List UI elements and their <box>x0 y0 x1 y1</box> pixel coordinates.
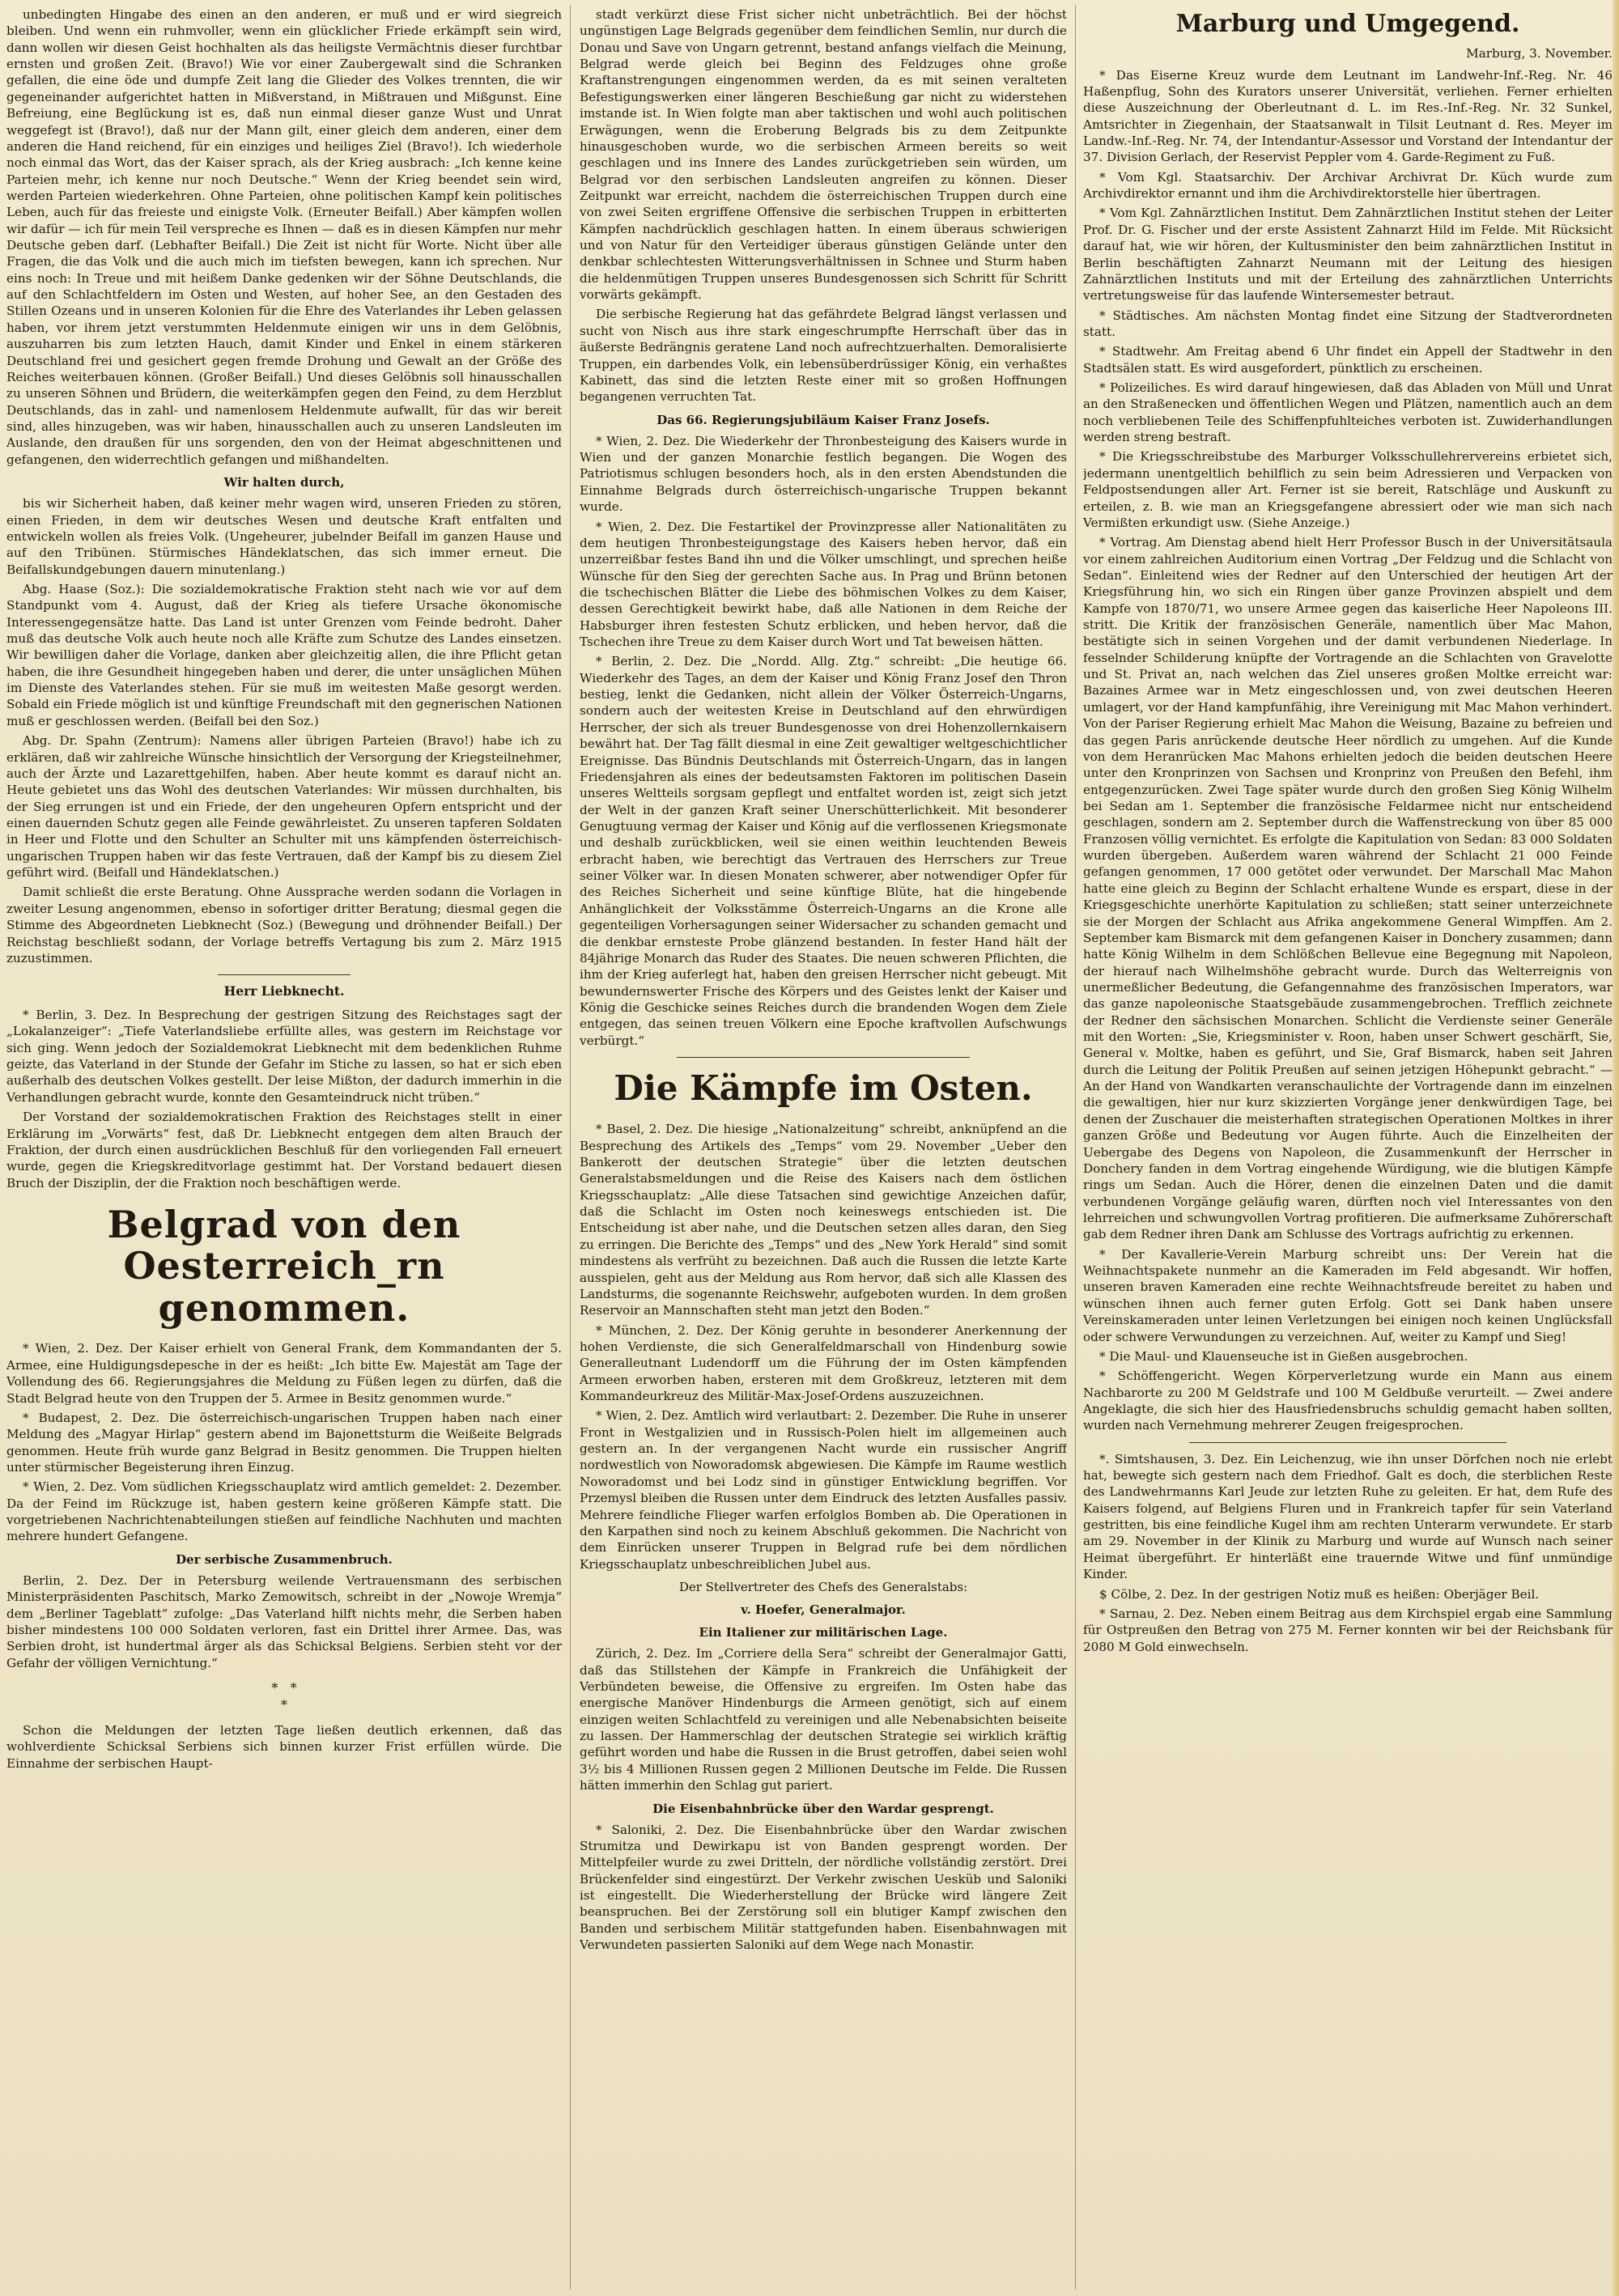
column-middle <box>580 6 1067 2288</box>
news-item: *. Simtshausen, 3. Dez. Ein Leichenzug, wie ihn unser Dörfchen noch nie erlebt hat, bewegte sich gestern nach dem Friedhof. Galt es doch, die sterblichen Reste des Landwehrmanns Karl Jeude zur letzten Ruhe zu geleiten. Er hat, dem Rufe des Kaisers folgend, auf Belgiens Fluren und in Frankreich tapfer für sein Vaterland gestritten, bis eine feindliche Kugel ihm am rechten Unterarm verwundete. Er starb am 29. November in der Klinik zu Marburg und wurde auf Wunsch nach seiner Heimat übergeführt. Er hinterläßt eine trauernde Witwe und fünf unmündige Kinder. <box>1083 1451 1613 1582</box>
news-item: * Der Kavallerie-Verein Marburg schreibt uns: Der Verein hat die Weihnachtspakete nunmehr an die Kameraden im Feld abgesandt. Wir hoffen, unseren braven Kameraden eine rechte Weihnachtsfreude bereitet zu haben und wünschen ihnen auch ferner guten Erfolg. Gott sei Dank haben unsere Vereinskameraden unter leinen Verletzungen bei einigen noch keinen Unglücksfall oder schwere Verwundungen zu verzeichnen. Auf, weiter zu Kampf und Sieg! <box>1083 1246 1613 1344</box>
article-paragraph: * Basel, 2. Dez. Die hiesige „Nationalzeitung“ schreibt, anknüpfend an die Besprechung des Artikels des „Temps“ vom 29. November „Ueber den Bankerott der deutschen Strategie“ über die letzten deutschen Generalstabsmeldungen und die Reise des Kaisers nach dem östlichen Kriegsschauplatz: „Alle diese Tatsachen sind gewichtige Anzeichen dafür, daß die Schlacht im Osten noch keineswegs entschieden ist. Die Entscheidung ist aber nahe, und die Deutschen setzen alles daran, den Sieg zu erringen. Die Berichte des „Temps“ und des „New York Herald“ sind somit mindestens als verfrüht zu bezeichnen. Daß auch die Russen die letzte Karte ausspielen, geht aus der Meldung aus Rom hervor, daß sich alle Klassen des Landsturms, die sogenannte Reichswehr, aufgeboten wurden. In dem großen Reservoir an Mannschaften steht man jetzt den Boden.“ <box>580 1122 1067 1318</box>
news-item: $ Cölbe, 2. Dez. In der gestrigen Notiz muß es heißen: Oberjäger Beil. <box>1099 1586 1540 1602</box>
article-paragraph: Die serbische Regierung hat das gefährdete Belgrad längst verlassen und sucht von Nisch aus ihre stark eingeschrumpfte Herrschaft über das in äußerste Bedrängnis geratene Land noch aufrechtzuerhalten. Demoralisierte Truppen, ein darbendes Volk, ein lebensüberdrüssiger König, ein verhaßtes Kabinett, das sind die letzten Reste einer mit so großen Hoffnungen begangenen verruchten Tat. <box>580 307 1067 405</box>
news-item: * Die Maul- und Klauenseuche ist in Gießen ausgebrochen. <box>1099 1348 1468 1364</box>
article-paragraph: * Budapest, 2. Dez. Die österreichisch-ungarischen Truppen haben nach einer Meldung des „Magyar Hirlap“ gestern abend im Bajonettsturm die Weißeite Belgrads genommen. Heute früh wurde ganz Belgrad in Besitz genommen. Die Truppen hielten unter stürmischer Begeisterung ihren Einzug. <box>6 1410 562 1475</box>
headline-osten: Die Kämpfe im Osten. <box>614 1068 1033 1109</box>
article-paragraph: * Berlin, 2. Dez. Die „Nordd. Allg. Ztg.“ schreibt: „Die heutige 66. Wiederkehr des Tages, an dem der Kaiser und König Franz Josef den Thron bestieg, lenkt die Gedanken, nicht allein der Völker Österreich-Ungarns, sondern auch der weitesten Kreise in Deutschland auf den ehrwürdigen Herrscher, der sich als treuer Bundesgenosse von drei Hohenzollernkaisern bewährt hat. Der Tag fällt diesmal in eine Zeit gewaltiger weltgeschichtlicher Ereignisse. Das Bündnis Deutschlands mit Österreich-Ungarn, das in langen Friedensjahren als eines der bedeutsamsten Faktoren im politischen Dasein unseres Weltteils sorgsam gepflegt und entfaltet worden ist, zeigt sich jetzt der Welt in der ganzen Kraft seiner Unerschütterlichkeit. Mit besonderer Genugtuung vermag der Kaiser und König auf die verflossenen Kriegsmonate und deshalb zurückblicken, weil sie einen weithin leuchtenden Beweis erbracht haben, wie berechtigt das Vertrauen des Herrschers zur Treue seiner Völker war. In diesen Monaten schwerer, aber notwendiger Opfer für des Reiches Sicherheit und seine künftige Blüte, hat die hingebende Anhänglichkeit der Volksstämme Österreich-Ungarns an die Krone alle gegenteiligen Vorhersagungen seiner Widersacher zu schanden gemacht und die denkbar ernsteste Probe glänzend bestanden. In fester Hand hält der 84jährige Monarch das Ruder des Staates. Die neuen schweren Pflichten, die ihm der Krieg auferlegt hat, haben den greisen Herrscher nicht gebeugt. Mit bewundernswerter Frische des Körpers und des Geistes lenkt der Kaiser und König die Geschicke seines Reiches durch die brandenden Wogen dem Ziele entgegen, das seinen treuen Völkern eine Epoche kraftvollen Aufschwungs verbürgt.“ <box>580 654 1067 1048</box>
news-item: * Das Eiserne Kreuz wurde dem Leutnant im Landwehr-Inf.-Reg. Nr. 46 Haßenpflug, Sohn des Kurators unserer Universität, verliehen. Ferner erhielten diese Auszeichnung der Oberleutnant d. L. im Res.-Inf.-Reg. Nr. 32 Sunkel, Amtsrichter in Ziegenhain, der Staatsanwalt in Tilsit Leutnant d. Res. Meyer im Landw.-Inf.-Reg. Nr. 74, der Intendantur-Assessor und Vorstand der Intendantur der 37. Division Gerlach, der Reservist Peppler vom 4. Garde-Regiment zu Fuß. <box>1083 67 1613 165</box>
signature-name: v. Hoefer, Generalmajor. <box>741 1602 906 1618</box>
news-item: * Sarnau, 2. Dez. Neben einem Beitrag aus dem Kirchspiel ergab eine Sammlung für Ostpreußen den Betrag von 275 M. Ferner konnten wir bei der Reichsbank für 2080 M Gold einwechseln. <box>1083 1606 1613 1654</box>
subheading: Wir halten durch, <box>223 475 345 490</box>
article-paragraph: * Wien, 2. Dez. Vom südlichen Kriegsschauplatz wird amtlich gemeldet: 2. Dezember. Da der Feind im Rückzuge ist, haben gestern keine größeren Kämpfe statt. Die vorgetriebenen Nachrichtenabteilungen stießen auf feindliche Nachhuten und machten mehrere hundert Gefangene. <box>6 1479 562 1544</box>
article-paragraph: * Berlin, 3. Dez. In Besprechung der gestrigen Sitzung des Reichstages sagt der „Lokalanzeiger“: „Tiefe Vaterlandsliebe erfüllte alles, was gestern im Reichstage vor sich ging. Wenn jedoch der Sozialdemokrat Liebknecht mit dem bedenklichen Ruhme geizte, das Vaterland in der Stunde der Gefahr im Stiche zu lassen, so hat er sich eben außerhalb des deutschen Volkes gestellt. Der leise Mißton, der dadurch immerhin in die Verhandlungen gebracht wurde, konnte den Gesamteindruck nicht trüben.“ <box>6 1007 562 1105</box>
article-paragraph: Zürich, 2. Dez. Im „Corriere della Sera“ schreibt der Generalmajor Gatti, daß das Stillstehen der Kämpfe in Frankreich die Unfähigkeit der Verbündeten beweise, die Offensive zu ergreifen. Im Osten habe das energische Manöver Hindenburgs die Armeen genötigt, sich auf einem einzigen weiten Schlachtfeld zu vereinigen und alle Nebenabsichten beiseite zu lassen. Der Hammerschlag der deutschen Strategie sei wirklich kräftig geführt worden und habe die Russen in die Brust getroffen, dabei seien wohl 3½ bis 4 Millionen Russen gegen 2 Millionen Deutsche im Felde. Die Russen hätten immerhin den Schlag gut pariert. <box>580 1646 1067 1793</box>
news-item: * Stadtwehr. Am Freitag abend 6 Uhr findet ein Appell der Stadtwehr in den Stadtsälen statt. Es wird ausgefordert, pünktlich zu erscheinen. <box>1083 344 1613 376</box>
news-item: * Schöffengericht. Wegen Körperverletzung wurde ein Mann aus einem Nachbarorte zu 200 M Geldstrafe und 100 M Geldbuße verurteilt. — Zwei andere Angeklagte, die sich hier des Hausfriedensbruchs schuldig gemacht haben sollten, wurden nach Vernehmung mehrerer Zeugen freigesprochen. <box>1083 1369 1613 1433</box>
news-item: * Vom Kgl. Staatsarchiv. Der Archivar Archivrat Dr. Küch wurde zum Archivdirektor ernannt und ihm die Archivdirektorstelle hier übertragen. <box>1083 169 1613 202</box>
section-heading: Die Eisenbahnbrücke über den Wardar gesprengt. <box>652 1801 994 1816</box>
article-paragraph: unbedingten Hingabe des einen an den anderen, er muß und er wird siegreich bleiben. Und wenn ein ruhmvoller, wenn ein glücklicher Friede erkämpft sein wird, dann wollen wir diesen Geist hochhalten als das heiligste Vermächtnis dieser furchtbar ernsten und großen Zeit. (Bravo!) Wie vor einer Zaubergewalt sind die Schranken gefallen, die eine öde und dumpfe Zeit lang die Glieder des Volkes trennten, die wir gegeneinander aufgerichtet hatten in Mißverstand, in Mißtrauen und Mißgunst. Eine Befreiung, eine Beglückung ist es, daß nun einmal dieser ganze Wust und Unrat weggefegt ist (Bravo!), daß nur der Mann gilt, einer gleich dem anderen, einer dem anderen die Hand reichend, für ein einziges und heiliges Ziel (Bravo!). Ich wiederhole noch einmal das Wort, das der Kaiser sprach, als der Krieg ausbrach: „Ich kenne keine Parteien mehr, ich kenne nur noch Deutsche.“ Wenn der Krieg beendet sein wird, werden Parteien wiederkehren. Ohne Parteien, ohne politischen Kampf kein politisches Leben, auch für das freieste und einigste Volk. (Erneuter Beifall.) Aber kämpfen wollen wir dafür — ich für mein Teil verspreche es Ihnen — daß es in diesen Kämpfen nur mehr Deutsche geben darf. (Lebhafter Beifall.) Die Zeit ist nicht für Worte. Nicht über alle Fragen, die das Volk und die auch mich im tiefsten bewegen, kann ich sprechen. Nur eins noch: In Treue und mit heißem Danke gedenken wir der Söhne Deutschlands, die auf den Schlachtfeldern im Osten und Westen, auf hoher See, an den Gestaden des Stillen Ozeans und in unseren Kolonien für die Ehre des Vaterlandes ihr Leben gelassen haben, vor ihrem jetzt verstummten Heldenmute einigen wir uns in dem Gelöbnis, auszuharren bis zum letzten Hauch, damit Kinder und Enkel in einem stärkeren Deutschland frei und gesichert gegen fremde Drohung und Gewalt an der Größe des Reiches weiterbauen können. (Großer Beifall.) Und dieses Gelöbnis soll hinausschallen zu unseren Söhnen und Brüdern, die weiterkämpfen gegen den Feind, zu dem Herzblut Deutschlands, das in zahl- und namenlosem Heldenmute aufwallt, für das wir bereit sind, alles hinzugeben, was wir haben, hinausschallen auch zu unseren Landsleuten im Auslande, den draußen für uns sorgenden, den von der Heimat abgeschnittenen und gefangenen, den widerrechtlich gefangen und mißhandelten. <box>6 7 562 467</box>
section-heading: Herr Liebknecht. <box>223 983 345 999</box>
article-paragraph: Abg. Dr. Spahn (Zentrum): Namens aller übrigen Parteien (Bravo!) habe ich zu erklären, daß wir zahlreiche Wünsche hinsichtlich der Versorgung der Kriegsteilnehmer, auch der Ärzte und Lazarettgehilfen, haben. Aber heute kommt es darauf nicht an. Heute gebietet uns das Wohl des deutschen Vaterlandes: Wir müssen durchhalten, bis der Sieg errungen ist und ein Friede, der den ungeheuren Opfern entspricht und der einen dauernden Schutz gegen alle Feinde gewährleistet. Zu unseren tapferen Soldaten in Heer und Flotte und den Schulter an Schulter mit uns kämpfenden österreichisch-ungarischen Truppen haben wir das feste Vertrauen, daß der Kampf bis zu diesem Ziel geführt wird. (Beifall und Händeklatschen.) <box>6 733 562 881</box>
article-paragraph: * Wien, 2. Dez. Die Wiederkehr der Thronbesteigung des Kaisers wurde in Wien und der ganzen Monarchie festlich begangen. Die Wogen des Patriotismus schlugen besonders hoch, als in den ersten Abendstunden die Einnahme Belgrads durch österreichisch-ungarische Truppen bekannt wurde. <box>580 433 1067 515</box>
page-edge <box>1613 0 1619 2296</box>
article-paragraph: * Wien, 2. Dez. Die Festartikel der Provinzpresse aller Nationalitäten zu dem heutigen Thronbesteigungstage des Kaisers heben hervor, daß ein unzerreißbar festes Band ihn und die Völker umschlingt, und sprechen heiße Wünsche für den Sieg der gerechten Sache aus. In Prag und Brünn betonen die tschechischen Blätter die Liebe des böhmischen Volkes zu dem Kaiser, dessen Gerechtigkeit bewirkt habe, daß alle Nationen in dem Reiche der Habsburger ihren festesten Schutz erblicken, und heben hervor, daß die Tschechen ihre Treue zu dem Kaiser durch Wort und Tat beweisen hätten. <box>580 519 1067 650</box>
article-paragraph: stadt verkürzt diese Frist sicher nicht unbeträchtlich. Bei der höchst ungünstigen Lage Belgrads gegenüber dem feindlichen Semlin, nur durch die Donau und Save von Ungarn getrennt, bestand anfangs vielfach die Meinung, Belgrad werde gleich bei Beginn des Feldzuges ohne große Kraftanstrengungen eingenommen werden, da es mit seinen veralteten Befestigungswerken einer längeren Beschießung gar nicht zu widerstehen imstande ist. In Wien folgte man aber taktischen und wohl auch politischen Erwägungen, wenn die Eroberung Belgrads bis zu dem Zeitpunkte hinausgeschoben wurde, wo die serbischen Armeen bereits so weit geschlagen und ins Innere des Landes zurückgetrieben sein würden, um Belgrad vor den serbischen Landsleuten angreifen zu können. Dieser Zeitpunkt war erreicht, nachdem die österreichischen Truppen durch eine von zwei Seiten ergriffene Offensive die serbischen Truppen in erbitterten Kämpfen nachdrücklich geschlagen hatten. In einem überaus schwierigen und von Natur für den Verteidiger überaus günstigen Gelände unter den denkbar schlechtesten Witterungsverhältnissen in Schnee und Sturm haben die heldenmütigen Truppen unseres Bundesgenossen sich Schritt für Schritt vorwärts gekämpft. <box>580 7 1067 303</box>
article-paragraph: Abg. Haase (Soz.): Die sozialdemokratische Fraktion steht nach wie vor auf dem Standpunkt vom 4. August, daß der Krieg als tiefere Ursache ökonomische Interessengegensätze hatte. Das Land ist unter Grenzen vom Feinde bedroht. Daher muß das deutsche Volk auch heute noch alle Kräfte zum Schutze des Landes einsetzen. Wir bewilligen daher die Vorlage, danken aber gleichzeitig allen, die ihre Pflicht getan haben, die ihre Gesundheit hingegeben haben und derer, die unter unsäglichen Mühen im Dienste des Vaterlandes stehen. Für sie muß im weitesten Maße gesorgt werden. Sobald ein Friede möglich ist und künftige Freundschaft mit den gegnerischen Nationen muß er geschlossen werden. (Beifall bei den Soz.) <box>6 581 562 728</box>
headline-line: Belgrad von den Oesterreich_rn <box>107 1202 461 1288</box>
article-paragraph: * Saloniki, 2. Dez. Die Eisenbahnbrücke über den Wardar zwischen Strumitza und Dewirkapu ist von Banden gesprengt worden. Der Mittelpfeiler wurde zu zwei Dritteln, der nördliche vollständig zerstört. Drei Brückenfelder sind eingestürzt. Der Verkehr zwischen Uesküb und Saloniki ist eingestellt. Die Wiederherstellung der Brücke wird längere Zeit beanspruchen. Bei der Zerstörung soll ein blutiger Kampf zwischen den Banden und serbischem Militär stattgefunden haben. Eisenbahnwagen mit Verwundeten passierten Saloniki auf dem Wege nach Monastir. <box>580 1822 1067 1953</box>
article-paragraph: * München, 2. Dez. Der König geruhte in besonderer Anerkennung der hohen Verdienste, die sich Generalfeldmarschall von Hindenburg sowie Generalleutnant Ludendorff um die Führung der im Osten kämpfenden Armeen erworben haben, ersteren mit dem Großkreuz, letzteren mit dem Kommandeurkreuz des Militär-Max-Josef-Ordens auszuzeichnen. <box>580 1322 1067 1404</box>
news-item: * Vortrag. Am Dienstag abend hielt Herr Professor Busch in der Universitätsaula vor einem zahlreichen Auditorium einen Vortrag „Der Feldzug und die Schlacht von Sedan“. Einleitend wies der Redner auf den Unterschied der heutigen Art der Kriegsführung hin, wo sich ein Ringen über ganze Provinzen abspielt und dem Kampfe von 1870/71, wo unsere Armee gegen das kaiserliche Heer Napoleons III. stritt. Die Kritik der französischen Generäle, namentlich über Mac Mahon, bestätigte sich in seinen Vorgehen und der damit verbundenen Niederlage. In fesselnder Schilderung knüpfte der Vortragende an die Schlachten von Gravelotte und St. Privat an, nach welchen das Ziel unseres großen Moltke erreicht war: Bazaines Armee war in Metz eingeschlossen und, von zwei deutschen Heeren umlagert, vor der Hand kampfunfähig, ihre Vereinigung mit Mac Mahon verhindert. Von der Pariser Regierung erhielt Mac Mahon die Weisung, Bazaine zu befreien und das gegen Paris anrückende deutsche Heer nördlich zu umgehen. Auf die Kunde von dem Heranrücken Mac Mahons erhielten jedoch die beiden deutschen Heere unter den Kronprinzen von Sachsen und Kronprinz von Preußen den Befehl, ihm entgegenzurücken. Zwei Tage später wurde durch den großen Sieg König Wilhelm bei Sedan am 1. September die französische Feldarmee nicht nur entscheidend geschlagen, sondern am 2. September durch die Waffenstreckung von über 85 000 Franzosen völlig vernichtet. Es erfolgte die Kapitulation von Sedan: 83 000 Soldaten wurden übergeben. Außerdem waren während der Schlacht 21 000 Feinde gefangen genommen, 17 000 getötet oder verwundet. Der Marschall Mac Mahon hatte eine gleich zu Beginn der Schlacht erhaltene Wunde es erspart, diese in der Kriegsgeschichte unerhörte Kapitulation zu schließen; statt seiner unterzeichnete sie der Morgen der Schlacht aus Afrika angekommene General Wimpffen. Am 2. September kam Bismarck mit dem gefangenen Kaiser in Donchery zusammen; dann hatte König Wilhelm in dem Schlößchen Bellevue eine Begegnung mit Napoleon, der hierauf nach Wilhelmshöhe gebracht wurde. Durch das Welterreignis von unermeßlicher Bedeutung, die Gefangennahme des französischen Imperators, war das ganze napoleonische Staatsgebäude zusammengebrochen. Trefflich zeichnete der Redner den sächsischen Monarchen. Schlicht die Verdienste seiner Generäle mit den Worten: „Sie, Kriegsminister v. Roon, haben unser Schwert geschärft, Sie, General v. Moltke, haben es geführt, und Sie, Graf Bismarck, haben seit Jahren durch die Leitung der Politik Preußen auf seinen jetzigen Höhepunkt gebracht.“ — An der Hand von Wandkarten veranschaulichte der Vortragende dann im einzelnen die gewaltigen, hier nur kurz skizzierten Vorgänge jener denkwürdigen Tage, bei denen der Zuschauer die meisterhaften strategischen Operationen Moltkes in ihrer ganzen Größe und Bedeutung vor Augen führte. Auch die Einzelheiten der Uebergabe des Degens von Napoleon, die Zusammenkunft der Herrscher in Donchery fanden in dem Vortrag eingehende Würdigung, wie die blutigen Kämpfe rings um Sedan. Auch die Hörer, denen die einzelnen Daten und die damit verbundenen Vorgänge geläufig waren, dürften noch viel Interessantes von den lehrreichen und schwungvollen Vortrag profitieren. Die aufmerksame Zuhörerschaft gab dem Redner ihren Dank am Schlusse des Vortrags aufrichtig zu erkennen. <box>1083 535 1613 1242</box>
section-rule <box>1189 1442 1506 1443</box>
headline-belgrad <box>6 1204 562 1330</box>
column-right <box>1083 6 1613 2288</box>
section-rule <box>218 974 351 975</box>
headline-line: genommen. <box>158 1285 410 1330</box>
local-news-title: Marburg und Umgegend. <box>1175 10 1520 38</box>
article-paragraph: * Wien, 2. Dez. Der Kaiser erhielt von General Frank, dem Kommandanten der 5. Armee, eine Huldigungsdepesche in der es heißt: „Ich bitte Ew. Majestät am Tage der Vollendung des 66. Regierungsjahres die Meldung zu Füßen legen zu dürfen, daß die Stadt Belgrad heute von den Truppen der 5. Armee in Besitz genommen wurde.“ <box>6 1341 562 1406</box>
section-heading: Der serbische Zusammenbruch. <box>176 1551 393 1567</box>
article-paragraph: Berlin, 2. Dez. Der in Petersburg weilende Vertrauensmann des serbischen Ministerpräsidenten Paschitsch, Marko Zemowitsch, schreibt in der „Nowoje Wremja“ dem „Berliner Tageblatt“ zufolge: „Das Vaterland hilft nichts mehr, die Serben haben bisher mindestens 100 000 Soldaten verloren, fast ein Drittel ihrer Armee. Das, was Serbien droht, ist hundertmal ärger als das Schicksal Belgiens. Serbien steht vor der Gefahr der völligen Vernichtung.“ <box>6 1572 562 1670</box>
article-paragraph: Damit schließt die erste Beratung. Ohne Aussprache werden sodann die Vorlagen in zweiter Lesung angenommen, ebenso in sofortiger dritter Beratung; diesmal gegen die Stimme des Abgeordneten Liebknecht (Soz.) (Bewegung und dröhnender Beifall.) Der Reichstag beschließt sodann, der Vorlage betreffs Vertagung bis zum 2. März 1915 zuzustimmen. <box>6 885 562 966</box>
news-item: * Vom Kgl. Zahnärztlichen Institut. Dem Zahnärztlichen Institut stehen der Leiter Prof. Dr. G. Fischer und der erste Assistent Zahnarzt Hild im Felde. Mit Rücksicht darauf hat, wie wir hören, der Kultusminister den beim zahnärztlichen Institut in Berlin beschäftigten Zahnarzt Neumann mit der Leitung des hiesigen Zahnärztlichen Instituts und mit der Erteilung des zahnärztlichen Unterrichts vertretungsweise für das laufende Wintersemester betraut. <box>1083 206 1613 303</box>
section-rule <box>677 1057 969 1058</box>
section-heading: Ein Italiener zur militärischen Lage. <box>699 1625 948 1640</box>
dateline: Marburg, 3. November. <box>1466 46 1613 62</box>
news-item: * Städtisches. Am nächsten Montag findet eine Sitzung der Stadtverordneten statt. <box>1083 308 1613 339</box>
column-left <box>6 6 562 2288</box>
news-item: * Die Kriegsschreibstube des Marburger Volksschullehrervereins erbietet sich, jedermann unentgeltlich behilflich zu sein beim Adressieren und Verpacken von Feldpostsendungen aller Art. Ferner ist sie bereit, Ratschläge und Auskunft zu erteilen, z. B. wie man an Kriegsgefangene abressiert oder wie man sich nach Vermißten erkundigt usw. (Siehe Anzeige.) <box>1083 449 1613 530</box>
signature-line: Der Stellvertreter des Chefs des Generalstabs: <box>678 1579 968 1594</box>
news-item: * Polizeiliches. Es wird darauf hingewiesen, daß das Abladen von Müll und Unrat an den Straßenecken und öffentlichen Wegen und Plätzen, namentlich auch an dem noch verbliebenen Teile des Schiffenpfuhlteiches verboten ist. Zuwiderhandlungen werden streng bestraft. <box>1083 380 1613 445</box>
separator-stars: * * * <box>271 1680 297 1713</box>
article-paragraph: Schon die Meldungen der letzten Tage ließen deutlich erkennen, daß das wohlverdiente Schicksal Serbiens sich binnen kurzer Frist erfüllen würde. Die Einnahme der serbischen Haupt- <box>6 1722 562 1771</box>
section-heading: Das 66. Regierungsjubiläum Kaiser Franz Josefs. <box>657 412 990 427</box>
article-paragraph: Der Vorstand der sozialdemokratischen Fraktion des Reichstages stellt in einer Erklärung im „Vorwärts“ fest, daß Dr. Liebknecht entgegen dem alten Brauch der Fraktion, der durch einen ausdrücklichen Beschluß für den vorliegenden Fall erneuert wurde, gegen die Kriegskreditvorlage gestimmt hat. Der Vorstand bedauert diesen Bruch der Disziplin, der die Fraktion noch beschäftigen werde. <box>6 1110 562 1190</box>
article-paragraph: * Wien, 2. Dez. Amtlich wird verlautbart: 2. Dezember. Die Ruhe in unserer Front in Westgalizien und in Russisch-Polen hielt im allgemeinen auch gestern an. In der vergangenen Nacht wurde ein russischer Angriff nordwestlich von Noworadomsk abgewiesen. Die Kämpfe im Raume westlich Noworadomst und bei Lodz sind in günstiger Entwicklung begriffen. Vor Przemysl bleiben die Russen unter dem Eindruck des letzten Ausfalles passiv. Mehrere feindliche Flieger warfen erfolglos Bomben ab. Die Operationen in den Karpathen sind noch zu keinem Abschluß gekommen. Die Nachricht von dem Einrücken unserer Truppen in Belgrad rufe bei dem nördlichen Kriegsschauplatz unbeschreiblichen Jubel aus. <box>580 1408 1067 1572</box>
column-divider <box>1075 5 1076 2290</box>
column-divider <box>570 5 571 2290</box>
article-paragraph: bis wir Sicherheit haben, daß keiner mehr wagen wird, unseren Frieden zu stören, einen Frieden, in dem wir deutsches Wesen und deutsche Kraft entfalten und entwickeln wollen als freies Volk. (Ungeheurer, jubelnder Beifall im ganzen Hause und auf den Tribünen. Stürmisches Händeklatschen, das sich immer erneut. Die Beifallskundgebungen dauern minutenlang.) <box>6 496 562 577</box>
